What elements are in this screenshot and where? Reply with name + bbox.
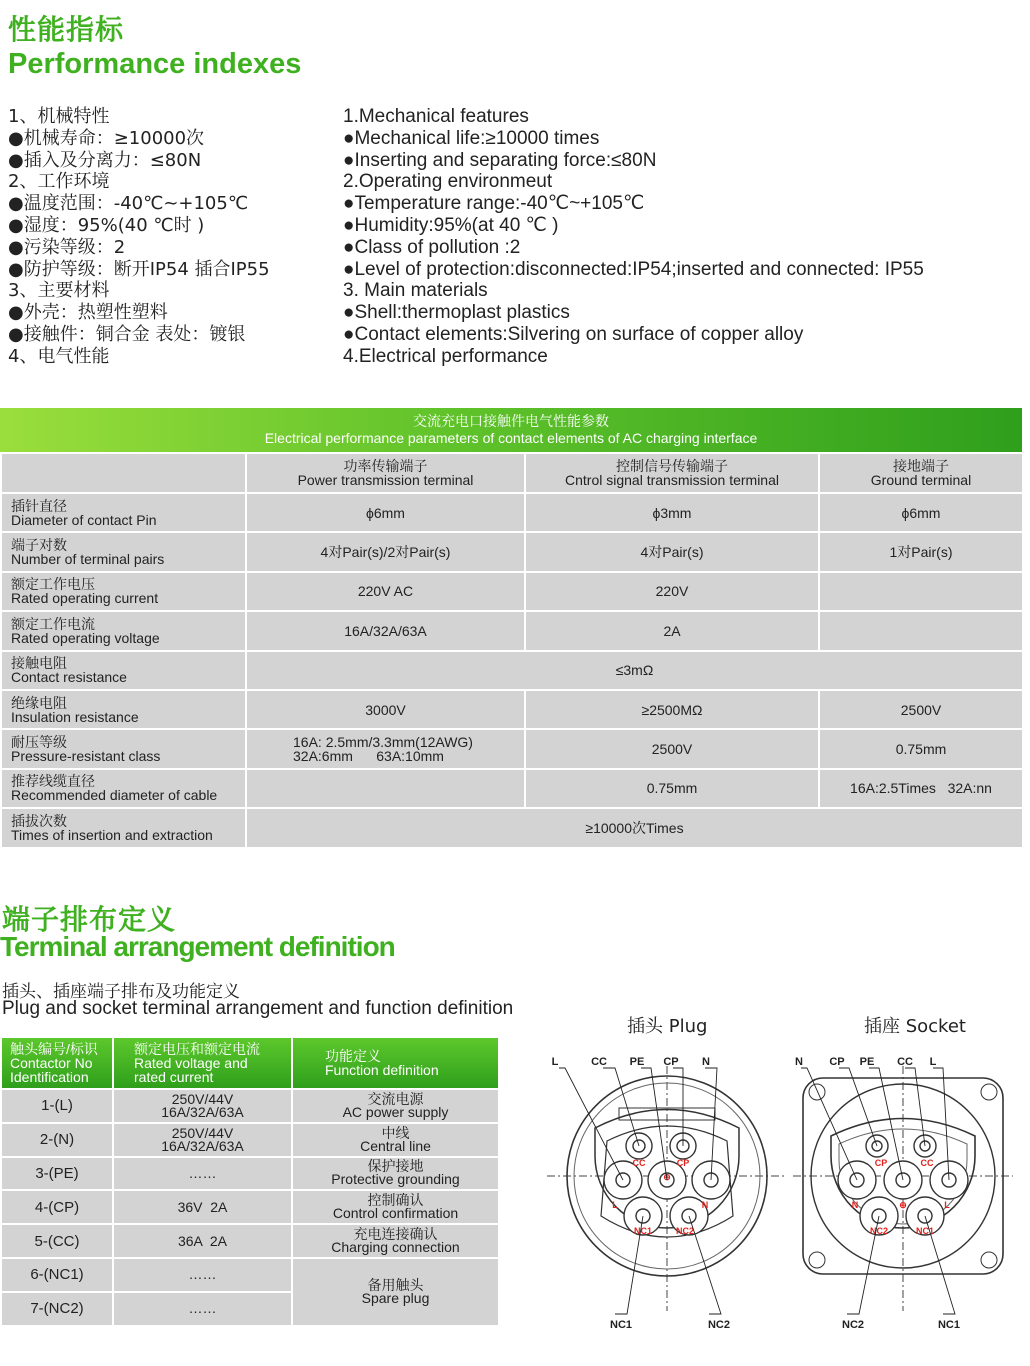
pin-label: NC1	[633, 1226, 653, 1236]
table-row	[1, 572, 1023, 611]
feature-line: ●湿度：95%(40 ℃时 )	[8, 214, 205, 236]
feature-line: ●Humidity:95%(at 40 ℃ )	[343, 214, 559, 236]
terminal-subtitle-cn: 插头、插座端子排布及功能定义	[2, 982, 240, 1002]
function-cn: 中线	[381, 1124, 410, 1141]
header-cn: 功能定义	[325, 1048, 381, 1064]
header-ground	[819, 453, 1023, 493]
row-label-cn: 推荐线缆直径	[11, 773, 95, 790]
rating-cell	[113, 1123, 292, 1157]
cell-power: 16A/32A/63A	[246, 611, 525, 650]
terminal-subtitle-en: Plug and socket terminal arrangement and function definition	[2, 998, 514, 1019]
cell-power	[246, 729, 525, 768]
row-label	[1, 808, 246, 847]
pin-label: CC	[920, 1158, 934, 1168]
feature-line: ●外壳：热塑性塑料	[8, 302, 168, 324]
row-label-cn: 绝缘电阻	[11, 694, 67, 711]
function-cell	[292, 1190, 499, 1224]
terminal-table	[0, 1036, 498, 1327]
plug-diagram	[547, 1056, 787, 1331]
terminal-title-en: Terminal arrangement definition	[0, 931, 395, 962]
feature-line: ●Temperature range:-40℃~+105℃	[343, 193, 645, 215]
table-row	[1, 808, 1023, 847]
pin-label: CP	[676, 1158, 690, 1168]
terminal-label: NC2	[841, 1319, 865, 1331]
cell-ground	[819, 611, 1023, 650]
feature-line: 1.Mechanical features	[343, 106, 529, 127]
table-row	[1, 1123, 499, 1157]
terminal-label: CC	[897, 1056, 913, 1068]
row-label	[1, 690, 246, 729]
feature-line: ●Contact elements:Silvering on surface of copper alloy	[343, 323, 804, 345]
function-en: Spare plug	[361, 1289, 430, 1306]
row-label-cn: 耐压等级	[11, 734, 67, 751]
function-cn: 充电连接确认	[353, 1226, 438, 1243]
socket-top-labels	[795, 1056, 937, 1068]
pin-label: CP	[874, 1158, 888, 1168]
cell-control: 4对Pair(s)	[525, 532, 819, 571]
socket-screw-hole	[981, 1084, 997, 1100]
function-cell	[292, 1258, 499, 1326]
header-power	[246, 453, 525, 493]
header-cn: 额定电压和额定电流	[134, 1041, 260, 1057]
socket-screw-hole	[809, 1084, 825, 1100]
feature-line: ●Mechanical life:≥10000 times	[343, 127, 600, 149]
feature-line: ●Inserting and separating force:≤80N	[343, 149, 657, 171]
terminal-label: CC	[591, 1056, 607, 1068]
feature-line: 3. Main materials	[343, 280, 488, 302]
feature-line: ●Class of pollution :2	[343, 236, 521, 258]
function-cn: 交流电源	[367, 1090, 424, 1107]
function-en: AC power supply	[342, 1103, 449, 1120]
terminal-label: CP	[663, 1056, 679, 1068]
table-row	[1, 611, 1023, 650]
row-label	[1, 611, 246, 650]
cell-ground: 1对Pair(s)	[819, 532, 1023, 571]
row-label	[1, 572, 246, 611]
header-en: Ground terminal	[870, 472, 972, 488]
terminal-label: PE	[629, 1056, 645, 1068]
cell-merged: ≥10000次Times	[246, 808, 1023, 847]
table-row	[1, 769, 1023, 808]
connector-diagrams	[545, 1048, 1025, 1331]
feature-line: 1、机械特性	[8, 106, 110, 127]
function-en: Control confirmation	[332, 1205, 459, 1222]
header-function	[292, 1037, 499, 1089]
pin-label: NC2	[869, 1226, 889, 1236]
row-label-cn: 端子对数	[11, 537, 67, 554]
electrical-table	[0, 408, 1022, 849]
table-header-row	[1, 453, 1023, 493]
header-en: rated current	[134, 1069, 214, 1085]
contactor-id: 7-(NC2)	[1, 1292, 113, 1326]
feature-line: ●Level of protection:disconnected:IP54;inserted and connected: IP55	[343, 258, 924, 280]
pin-label: CC	[632, 1158, 646, 1168]
row-label-en: Contact resistance	[11, 669, 127, 686]
function-cn: 控制确认	[367, 1192, 424, 1209]
header-cn: 触头编号/标识	[10, 1041, 98, 1057]
feature-line: ●Shell:thermoplast plastics	[343, 302, 570, 324]
terminal-label: NC1	[937, 1319, 961, 1331]
cell-control: 2A	[525, 611, 819, 650]
function-cell	[292, 1123, 499, 1157]
socket-diagram	[793, 1056, 1013, 1331]
table-header-row	[1, 1037, 499, 1089]
pin-label: N	[701, 1200, 709, 1210]
cell-control: 220V	[525, 572, 819, 611]
rating-cell: ……	[113, 1292, 292, 1326]
contactor-id: 4-(CP)	[1, 1190, 113, 1224]
cell-line: 16A: 2.5mm/3.3mm(12AWG)	[293, 734, 473, 751]
row-label-cn: 接触电阻	[11, 655, 67, 672]
row-label-en: Pressure-resistant class	[11, 748, 161, 765]
plug-bottom-labels	[610, 1319, 730, 1331]
table-row	[1, 1089, 499, 1123]
feature-line: ●污染等级：2	[8, 236, 126, 258]
terminal-label: PE	[859, 1056, 875, 1068]
terminal-grid	[0, 1036, 500, 1327]
rating-cell: 36V 2A	[113, 1190, 292, 1224]
header-cn: 接地端子	[893, 458, 949, 474]
header-en: Rated voltage and	[134, 1055, 248, 1071]
terminal-label: N	[795, 1056, 803, 1068]
feature-line: 4、电气性能	[8, 345, 110, 367]
table-row	[1, 1224, 499, 1258]
function-cn: 备用触头	[367, 1276, 424, 1293]
header-en: Function definition	[325, 1062, 439, 1078]
row-label-en: Rated operating voltage	[11, 629, 160, 646]
row-label	[1, 651, 246, 690]
cell-control: 2500V	[525, 729, 819, 768]
row-label-en: Insulation resistance	[11, 708, 139, 725]
cell-ground: 2500V	[819, 690, 1023, 729]
plug-top-labels	[552, 1056, 710, 1068]
contactor-id: 6-(NC1)	[1, 1258, 113, 1292]
function-en: Charging connection	[331, 1239, 460, 1256]
table-row	[1, 690, 1023, 729]
row-label	[1, 729, 246, 768]
pin-label: NC2	[675, 1226, 695, 1236]
terminal-title-cn: 端子排布定义	[2, 903, 177, 936]
rating-cell: ……	[113, 1258, 292, 1292]
cell-control: ≥2500MΩ	[525, 690, 819, 729]
row-label-cn: 插拔次数	[11, 812, 67, 829]
header-rating	[113, 1037, 292, 1089]
performance-title-cn: 性能指标	[8, 13, 125, 46]
rating-line: 16A/32A/63A	[161, 1103, 244, 1120]
performance-title-en: Performance indexes	[8, 48, 302, 80]
terminal-label: NC2	[707, 1319, 731, 1331]
contactor-id: 5-(CC)	[1, 1224, 113, 1258]
cell-power: 4对Pair(s)/2对Pair(s)	[246, 532, 525, 571]
rating-cell	[113, 1089, 292, 1123]
cell-ground: 16A:2.5Times 32A:nn	[819, 769, 1023, 808]
cell-power: 3000V	[246, 690, 525, 729]
feature-line: ●温度范围：-40℃~+105℃	[8, 193, 249, 215]
cell-ground: ϕ6mm	[819, 493, 1023, 532]
cell-ground: 0.75mm	[819, 729, 1023, 768]
feature-line: 4.Electrical performance	[343, 345, 548, 367]
table-row	[1, 729, 1023, 768]
row-label	[1, 493, 246, 532]
header-en: Cntrol signal transmission terminal	[565, 472, 779, 488]
contactor-id: 3-(PE)	[1, 1157, 113, 1191]
pin-label: N	[851, 1200, 859, 1210]
table-row	[1, 1258, 499, 1292]
banner-title-cn: 交流充电口接触件电气性能参数	[413, 413, 609, 429]
rating-cell: 36A 2A	[113, 1224, 292, 1258]
header-contactor	[1, 1037, 113, 1089]
feature-line: 2、工作环境	[8, 171, 110, 193]
table-row	[1, 532, 1023, 571]
function-cell	[292, 1089, 499, 1123]
pin-label: ⊕	[899, 1200, 907, 1210]
row-label-cn: 额定工作电流	[11, 615, 95, 632]
row-label-en: Rated operating current	[11, 590, 159, 607]
banner-title-en: Electrical performance parameters of contact elements of AC charging interface	[264, 430, 758, 446]
row-label-en: Number of terminal pairs	[11, 551, 165, 568]
rating-cell: ……	[113, 1157, 292, 1191]
row-label-en: Times of insertion and extraction	[11, 826, 213, 843]
pin-label: NC1	[915, 1226, 935, 1236]
rating-line: 16A/32A/63A	[161, 1137, 244, 1154]
feature-line: ●插入及分离力：≤80N	[8, 149, 202, 171]
header-control	[525, 453, 819, 493]
terminal-label: N	[702, 1056, 710, 1068]
electrical-table-banner	[0, 408, 1022, 452]
row-label-en: Diameter of contact Pin	[11, 511, 157, 528]
row-label	[1, 769, 246, 808]
header-cn: 控制信号传输端子	[616, 458, 728, 474]
function-en: Central line	[360, 1137, 431, 1154]
plug-title: 插头 Plug	[627, 1016, 708, 1037]
terminal-label: CP	[829, 1056, 845, 1068]
header-en: Contactor No	[10, 1055, 93, 1071]
terminal-label: L	[929, 1056, 937, 1068]
function-cell	[292, 1157, 499, 1191]
row-label	[1, 532, 246, 571]
features-cn-list	[8, 106, 270, 368]
contactor-id: 2-(N)	[1, 1123, 113, 1157]
header-empty	[1, 453, 246, 493]
contactor-id: 1-(L)	[1, 1089, 113, 1123]
socket-screw-hole	[809, 1252, 825, 1268]
table-row	[1, 1190, 499, 1224]
function-en: Protective grounding	[331, 1171, 460, 1188]
socket-bottom-labels	[842, 1319, 960, 1331]
header-en: Power transmission terminal	[297, 472, 474, 488]
row-label-cn: 额定工作电压	[11, 576, 95, 593]
pin-label: L	[612, 1200, 618, 1210]
socket-title: 插座 Socket	[864, 1016, 966, 1037]
cell-ground	[819, 572, 1023, 611]
table-row	[1, 493, 1023, 532]
header-cn: 功率传输端子	[343, 458, 428, 474]
header-en: Identification	[10, 1069, 89, 1085]
cell-control: ϕ3mm	[525, 493, 819, 532]
electrical-grid	[0, 452, 1024, 849]
cell-line: 32A:6mm 63A:10mm	[293, 748, 444, 765]
row-label-en: Recommended diameter of cable	[11, 787, 218, 804]
table-row	[1, 1157, 499, 1191]
cell-merged: ≤3mΩ	[246, 651, 1023, 690]
function-cell	[292, 1224, 499, 1258]
cell-control: 0.75mm	[525, 769, 819, 808]
socket-leader-lines	[801, 1068, 955, 1314]
pin-label: L	[944, 1200, 950, 1210]
socket-screw-hole	[981, 1252, 997, 1268]
feature-line: ●防护等级：断开IP54 插合IP55	[8, 258, 270, 280]
features-en-list	[343, 106, 924, 368]
rating-line: 250V/44V	[171, 1090, 234, 1107]
table-row	[1, 651, 1023, 690]
row-label-cn: 插针直径	[11, 497, 67, 514]
cell-power	[246, 769, 525, 808]
terminal-label: L	[551, 1056, 559, 1068]
terminal-label: NC1	[609, 1319, 633, 1331]
pin-label: ⊕	[663, 1172, 671, 1182]
feature-line: ●机械寿命：≥10000次	[8, 127, 205, 149]
feature-line: 2.Operating environmeut	[343, 171, 553, 193]
function-cn: 保护接地	[367, 1158, 424, 1175]
cell-power: ϕ6mm	[246, 493, 525, 532]
rating-line: 250V/44V	[171, 1124, 234, 1141]
feature-line: 3、主要材料	[8, 280, 110, 302]
cell-power: 220V AC	[246, 572, 525, 611]
feature-line: ●接触件：铜合金 表处：镀银	[8, 323, 246, 345]
